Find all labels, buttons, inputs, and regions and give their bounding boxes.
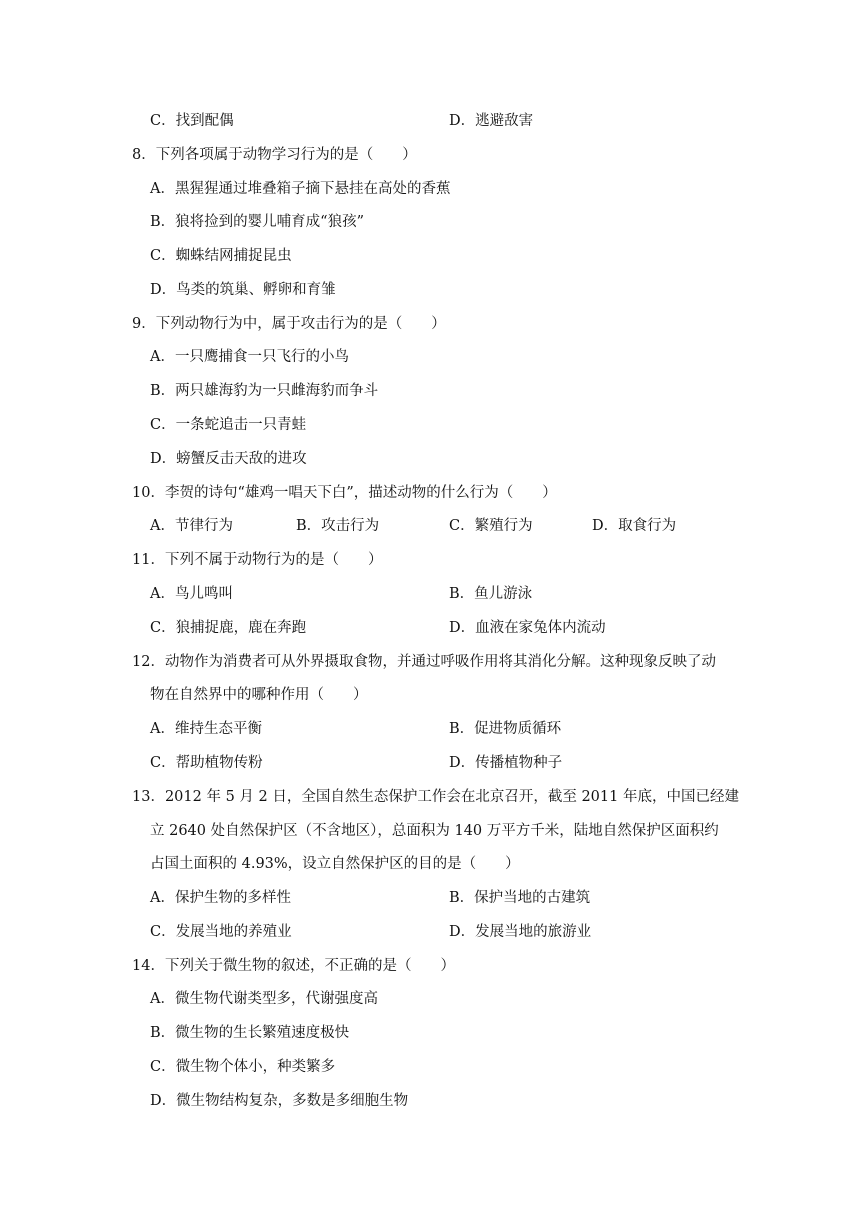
q13-option-a: A．保护生物的多样性	[150, 890, 291, 906]
q14-option-c: C．微生物个体小，种类繁多	[150, 1059, 336, 1075]
q7-option-d: D．逃避敌害	[449, 113, 534, 129]
q9-option-d: D．螃蟹反击天敌的进攻	[150, 451, 307, 467]
q11-option-d: D．血液在家兔体内流动	[449, 620, 606, 636]
q13-option-b: B．保护当地的古建筑	[449, 890, 591, 906]
q8-option-a: A．黑猩猩通过堆叠箱子摘下悬挂在高处的香蕉	[150, 181, 451, 197]
q11-stem: 11．下列不属于动物行为的是（ ）	[132, 552, 383, 568]
q14-option-a: A．微生物代谢类型多，代谢强度高	[150, 991, 378, 1007]
q11-option-a: A．鸟儿鸣叫	[150, 586, 233, 602]
q7-option-c: C．找到配偶	[150, 113, 234, 129]
q11-option-c: C．狼捕捉鹿，鹿在奔跑	[150, 620, 307, 636]
q8-option-c: C．蜘蛛结网捕捉昆虫	[150, 248, 292, 264]
q12-option-d: D．传播植物种子	[449, 755, 563, 771]
q13-option-c: C．发展当地的养殖业	[150, 924, 292, 940]
q12-option-c: C．帮助植物传粉	[150, 755, 263, 771]
q9-stem: 9．下列动物行为中，属于攻击行为的是（ ）	[132, 316, 446, 332]
q13-stem-line2: 立 2640 处自然保护区（不含地区），总面积为 140 万平方千米，陆地自然保护区面积约	[150, 823, 719, 839]
q10-option-a: A．节律行为	[150, 518, 233, 534]
q10-option-c: C．繁殖行为	[449, 518, 533, 534]
q9-option-b: B．两只雄海豹为一只雌海豹而争斗	[150, 383, 379, 399]
q9-option-a: A．一只鹰捕食一只飞行的小鸟	[150, 349, 349, 365]
q14-option-d: D．微生物结构复杂，多数是多细胞生物	[150, 1093, 409, 1109]
q10-option-d: D．取食行为	[592, 518, 677, 534]
q13-option-d: D．发展当地的旅游业	[449, 924, 592, 940]
q8-option-d: D．鸟类的筑巢、孵卵和育雏	[150, 282, 336, 298]
q13-stem-line3: 占国土面积的 4.93%，设立自然保护区的目的是（ ）	[150, 856, 520, 872]
q10-stem: 10．李贺的诗句“雄鸡一唱天下白”，描述动物的什么行为（ ）	[132, 485, 557, 501]
q12-stem-line1: 12．动物作为消费者可从外界摄取食物，并通过呼吸作用将其消化分解。这种现象反映了动	[132, 654, 716, 670]
q11-option-b: B．鱼儿游泳	[449, 586, 533, 602]
q14-option-b: B．微生物的生长繁殖速度极快	[150, 1025, 350, 1041]
q9-option-c: C．一条蛇追击一只青蛙	[150, 417, 307, 433]
q8-option-b: B．狼将捡到的婴儿哺育成“狼孩”	[150, 214, 364, 230]
q14-stem: 14．下列关于微生物的叙述，不正确的是（ ）	[132, 958, 455, 974]
q8-stem: 8．下列各项属于动物学习行为的是（ ）	[132, 147, 417, 163]
q12-option-b: B．促进物质循环	[449, 721, 562, 737]
q10-option-b: B．攻击行为	[296, 518, 380, 534]
q12-stem-line2: 物在自然界中的哪种作用（ ）	[150, 687, 368, 703]
q12-option-a: A．维持生态平衡	[150, 721, 262, 737]
q13-stem-line1: 13．2012 年 5 月 2 日，全国自然生态保护工作会在北京召开，截至 2011 年底，中国已经建	[132, 789, 739, 805]
